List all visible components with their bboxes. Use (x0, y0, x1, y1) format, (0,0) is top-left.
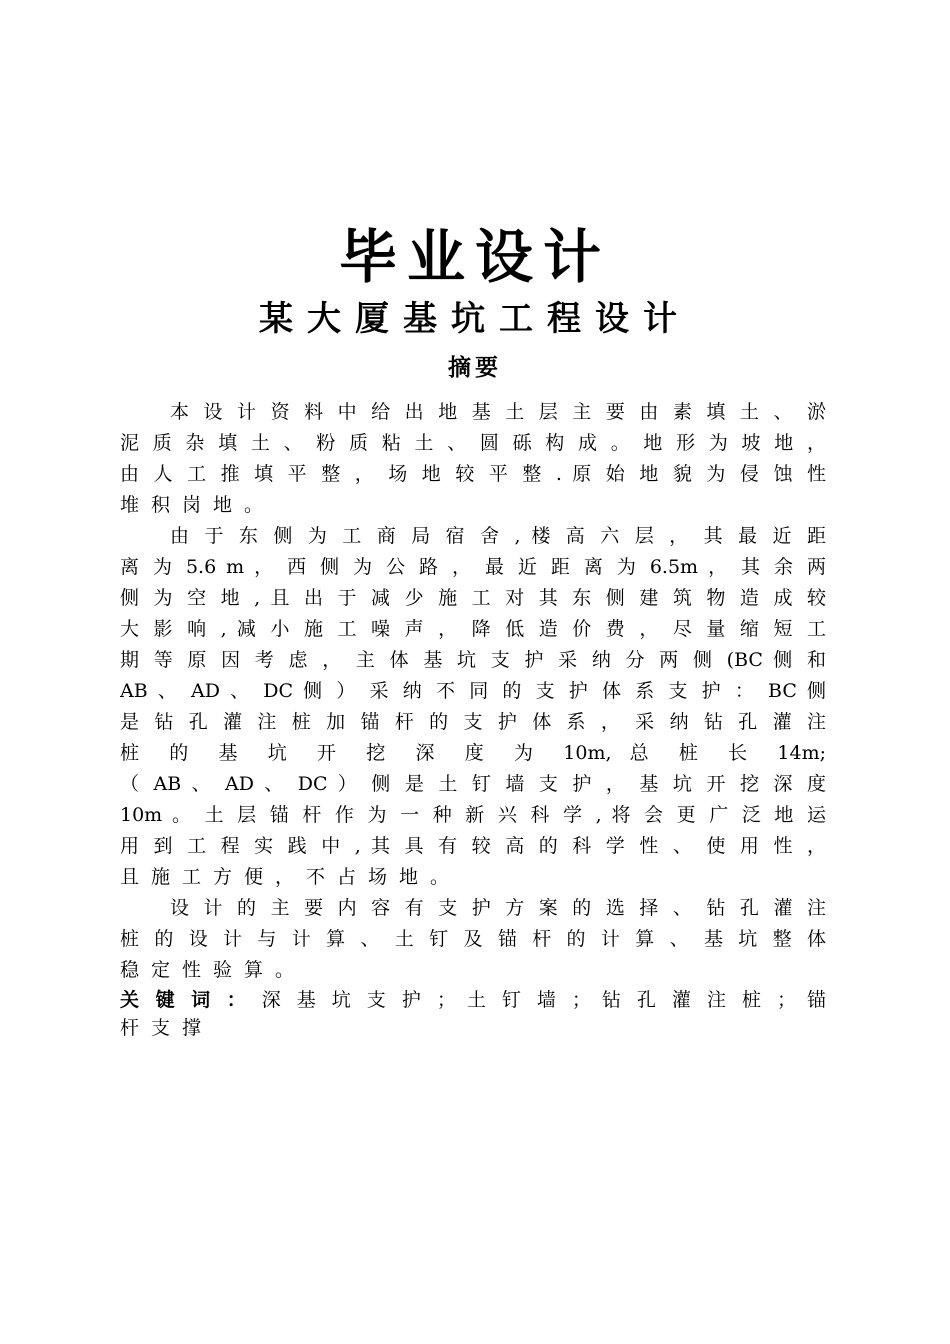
document-subtitle: 某大厦基坑工程设计 (259, 299, 691, 339)
text-line: （ AB 、 AD 、 DC ） 侧 是 土 钉 墙 支 护 ， 基 坑 开 挖 深 度 (120, 773, 826, 795)
document-title: 毕业设计 (338, 223, 611, 291)
text-line: 由 于 东 侧 为 工 商 局 宿 舍 , 楼 高 六 层 ， 其 最 近 距 (170, 525, 826, 547)
text-line: 期 等 原 因 考 虑 ， 主 体 基 坑 支 护 采 纳 分 两 侧 (BC 侧 和 (120, 649, 826, 671)
text-line: 用 到 工 程 实 践 中 , 其 具 有 较 高 的 科 学 性 、 使 用 性 ， (120, 835, 826, 857)
text-line: 稳定性验算。 (120, 959, 307, 981)
text-line: 堆积岗地。 (120, 494, 276, 516)
abstract-body (120, 397, 826, 1042)
text-line: 桩 的 设 计 与 计 算 、 土 钉 及 锚 杆 的 计 算 、 基 坑 整 体 (120, 928, 826, 950)
text-line: 泥 质 杂 填 土 、 粉 质 粘 土 、 圆 砾 构 成 。 地 形 为 坡 地 ， (120, 432, 826, 454)
text-line: 是 钻 孔 灌 注 桩 加 锚 杆 的 支 护 体 系 ， 采 纳 钻 孔 灌 注 (120, 711, 826, 733)
text-line: 且施工方便，不占场地。 (120, 866, 462, 888)
text-line: 由 人 工 推 填 平 整 ， 场 地 较 平 整 . 原 始 地 貌 为 侵 蚀 性 (120, 463, 826, 485)
text-line: 设 计 的 主 要 内 容 有 支 护 方 案 的 选 择 、 钻 孔 灌 注 (170, 897, 826, 919)
text-line: 10m 。 土 层 锚 杆 作 为 一 种 新 兴 科 学 , 将 会 更 广 泛 地 运 (120, 804, 826, 826)
text-line: 侧 为 空 地 , 且 出 于 减 少 施 工 对 其 东 侧 建 筑 物 造 成 较 (120, 587, 826, 609)
text-line: 桩 的 基 坑 开 挖 深 度 为 10m, 总 桩 长 14m; (120, 742, 826, 764)
text-line: 大 影 响 , 减 小 施 工 噪 声 ， 降 低 造 价 费 ， 尽 量 缩 短 工 (120, 618, 826, 640)
keywords-label: 关 键 词 ： (120, 989, 251, 1011)
keywords-line (120, 986, 826, 1014)
keywords-line-continued: 杆支撑 (120, 1017, 214, 1039)
text-line: 本 设 计 资 料 中 给 出 地 基 土 层 主 要 由 素 填 土 、 淤 (170, 401, 826, 423)
keywords-text: 深 基 坑 支 护 ； 土 钉 墙 ； 钻 孔 灌 注 桩 ； 锚 (261, 989, 826, 1011)
abstract-heading: 摘要 (448, 355, 502, 381)
text-line: AB 、 AD 、 DC 侧 ） 采 纳 不 同 的 支 护 体 系 支 护 ： BC 侧 (120, 680, 826, 702)
text-line: 离 为 5.6 m ， 西 侧 为 公 路 ， 最 近 距 离 为 6.5m ， 其 余 两 (120, 556, 826, 578)
